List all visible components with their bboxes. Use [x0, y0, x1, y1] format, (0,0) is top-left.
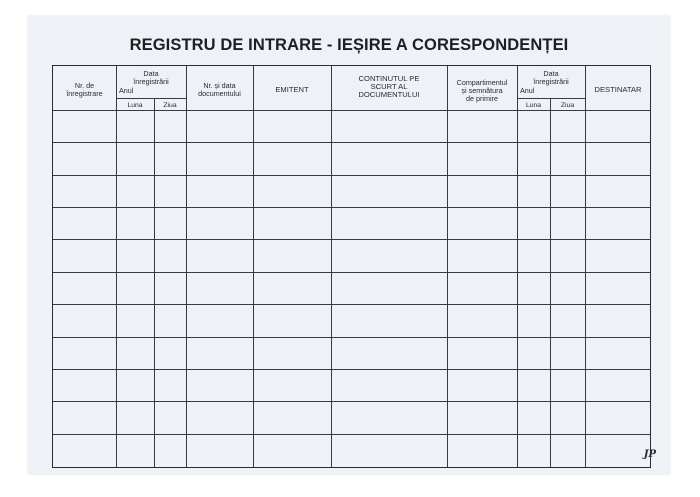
subcolumn-divider: [154, 98, 155, 467]
header-anul-2: Anul: [520, 86, 535, 95]
column-divider: [517, 66, 518, 467]
header-compartimentul: Compartimentul și semnătura de primire: [456, 78, 508, 103]
publisher-mark: JP: [643, 449, 656, 460]
page-title: REGISTRU DE INTRARE - IEȘIRE A CORESPONDENȚEI: [129, 36, 569, 54]
header-nr-data-documentului: Nr. și data documentului: [198, 81, 241, 98]
header-ziua-1: Ziua: [163, 102, 177, 109]
anul-underline: [517, 98, 585, 99]
header-ziua-2: Ziua: [560, 102, 575, 109]
column-divider: [253, 66, 254, 467]
register-page: [28, 16, 670, 474]
header-inregistrarii-2: înregistrării: [533, 77, 569, 86]
header-luna-2: Luna: [525, 102, 542, 109]
table-row-line: [53, 272, 650, 273]
column-divider: [186, 66, 187, 467]
column-divider: [116, 66, 117, 467]
header-data-label-2: Data: [543, 69, 559, 78]
header-inregistrarii-1: înregistrării: [133, 77, 169, 86]
anul-underline: [116, 98, 186, 99]
column-divider: [447, 66, 448, 467]
register-table: [52, 65, 651, 468]
header-luna-1: Luna: [127, 102, 143, 109]
header-bottom-line: [53, 110, 650, 111]
header-nr-inregistrare: Nr. de înregistrare: [66, 81, 103, 98]
table-row-line: [53, 369, 650, 370]
header-data-label-1: Data: [143, 69, 159, 78]
table-row-line: [53, 175, 650, 176]
table-row-line: [53, 239, 650, 240]
column-divider: [331, 66, 332, 467]
table-row-line: [53, 401, 650, 402]
table-row-line: [53, 142, 650, 143]
subcolumn-divider: [550, 98, 551, 467]
table-row-line: [53, 434, 650, 435]
header-destinatar: DESTINATAR: [594, 85, 642, 94]
header-continutul: CONTINUTUL PE SCURT AL DOCUMENTULUI: [358, 74, 420, 99]
header-emitent: EMITENT: [275, 85, 309, 94]
header-anul-1: Anul: [119, 86, 134, 95]
table-row-line: [53, 207, 650, 208]
column-divider: [585, 66, 586, 467]
table-row-line: [53, 304, 650, 305]
table-row-line: [53, 337, 650, 338]
